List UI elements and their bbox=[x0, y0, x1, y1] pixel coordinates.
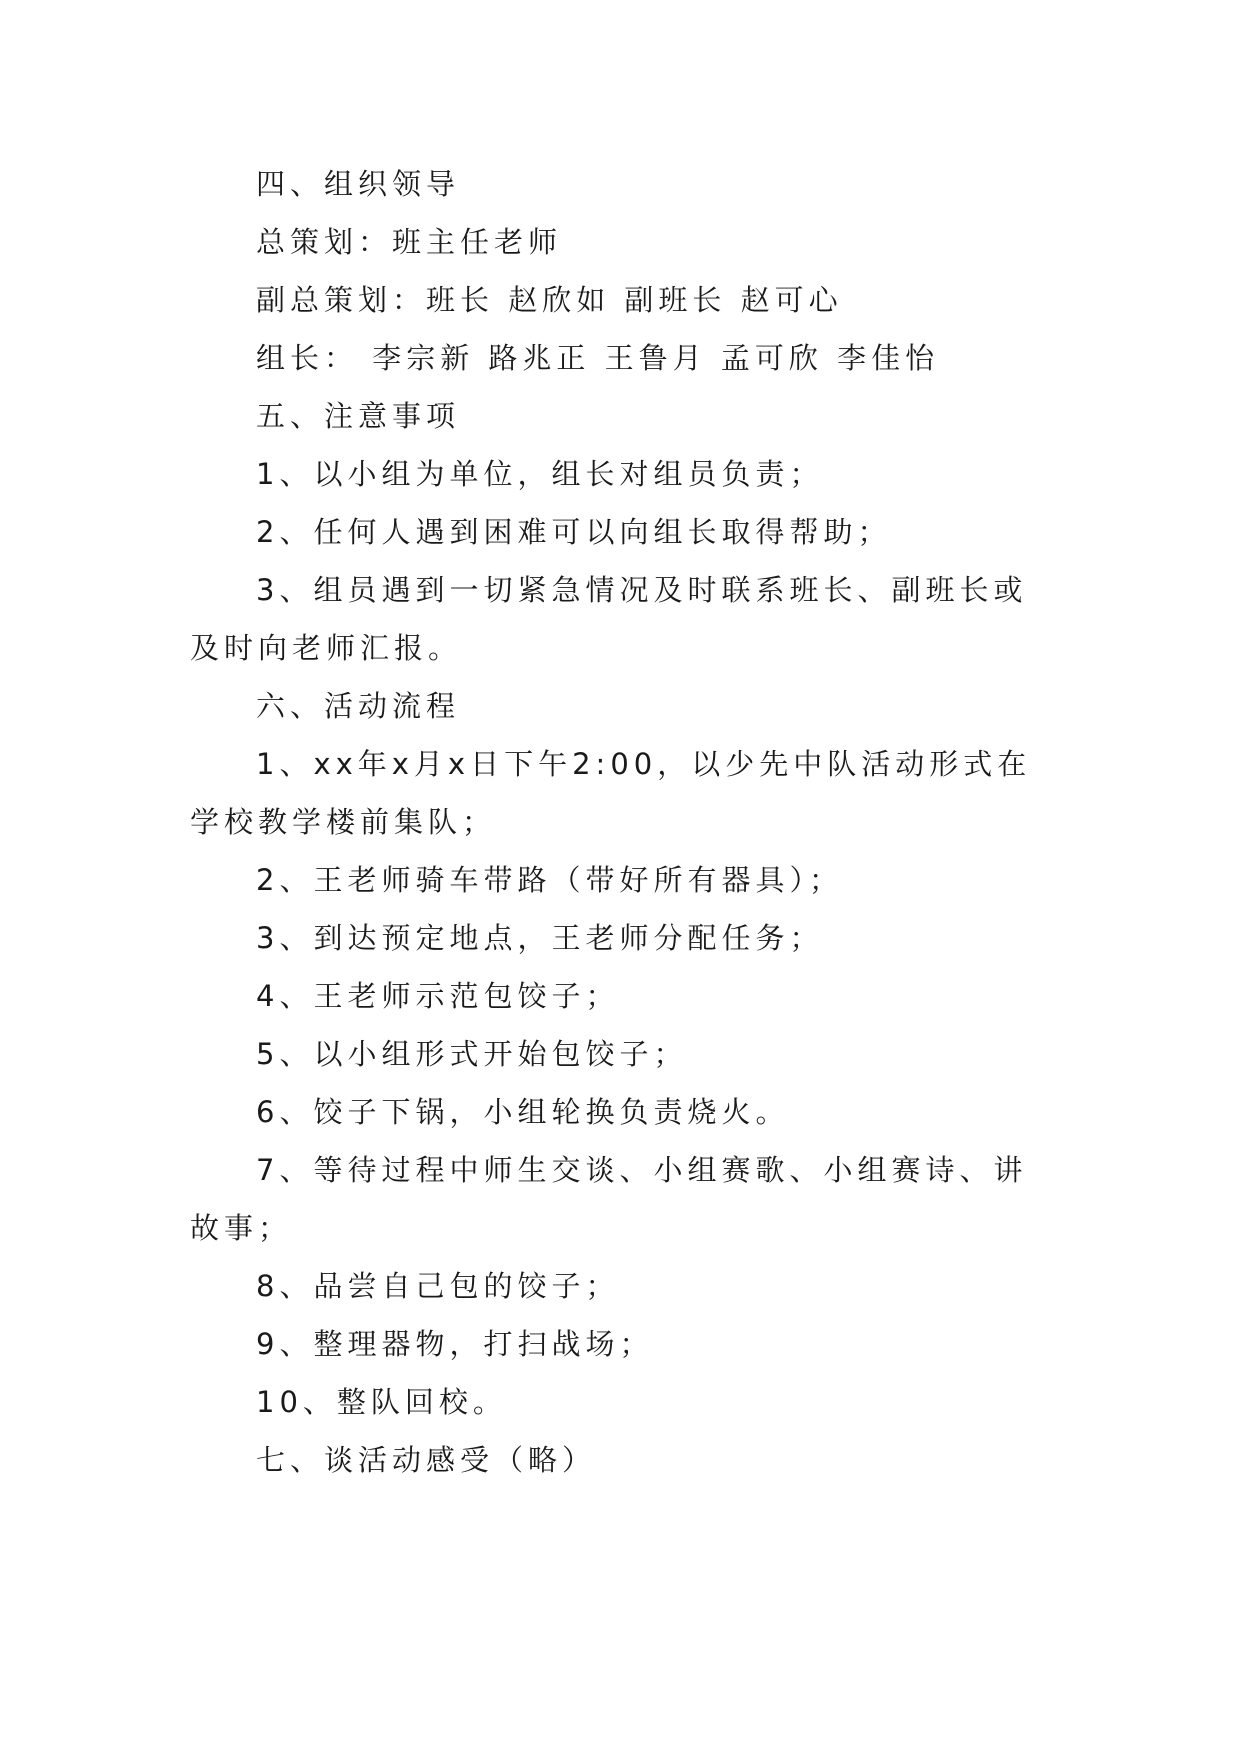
precaution-item: 1、以小组为单位，组长对组员负责； bbox=[256, 457, 824, 491]
chief-planner-line: 总策划：班主任老师 bbox=[256, 225, 563, 259]
section-heading-reflection: 七、谈活动感受（略） bbox=[256, 1443, 597, 1477]
process-step: 6、饺子下锅，小组轮换负责烧火。 bbox=[256, 1095, 790, 1129]
precaution-item: 2、任何人遇到困难可以向组长取得帮助； bbox=[256, 515, 892, 549]
process-step: 4、王老师示范包饺子； bbox=[256, 979, 620, 1013]
section-heading-organization: 四、组织领导 bbox=[256, 167, 461, 201]
process-step: 9、整理器物，打扫战场； bbox=[256, 1327, 654, 1361]
document-body bbox=[190, 155, 1048, 1489]
process-step: 10、整队回校。 bbox=[256, 1385, 507, 1419]
process-step: 1、xx年x月x日下午2:00，以少先中队活动形式在学校教学楼前集队； bbox=[190, 747, 1032, 839]
process-step: 7、等待过程中师生交谈、小组赛歌、小组赛诗、讲故事； bbox=[190, 1153, 1028, 1245]
group-leaders-line: 组长： 李宗新 路兆正 王鲁月 孟可欣 李佳怡 bbox=[256, 341, 940, 375]
deputy-planner-line: 副总策划：班长 赵欣如 副班长 赵可心 bbox=[256, 283, 843, 317]
process-step: 5、以小组形式开始包饺子； bbox=[256, 1037, 688, 1071]
section-heading-precautions: 五、注意事项 bbox=[256, 399, 461, 433]
process-step: 8、品尝自己包的饺子； bbox=[256, 1269, 620, 1303]
section-heading-process: 六、活动流程 bbox=[256, 689, 461, 723]
precaution-item: 3、组员遇到一切紧急情况及时联系班长、副班长或及时向老师汇报。 bbox=[190, 573, 1028, 665]
process-step: 3、到达预定地点，王老师分配任务； bbox=[256, 921, 824, 955]
process-step: 2、王老师骑车带路（带好所有器具）； bbox=[256, 863, 843, 897]
